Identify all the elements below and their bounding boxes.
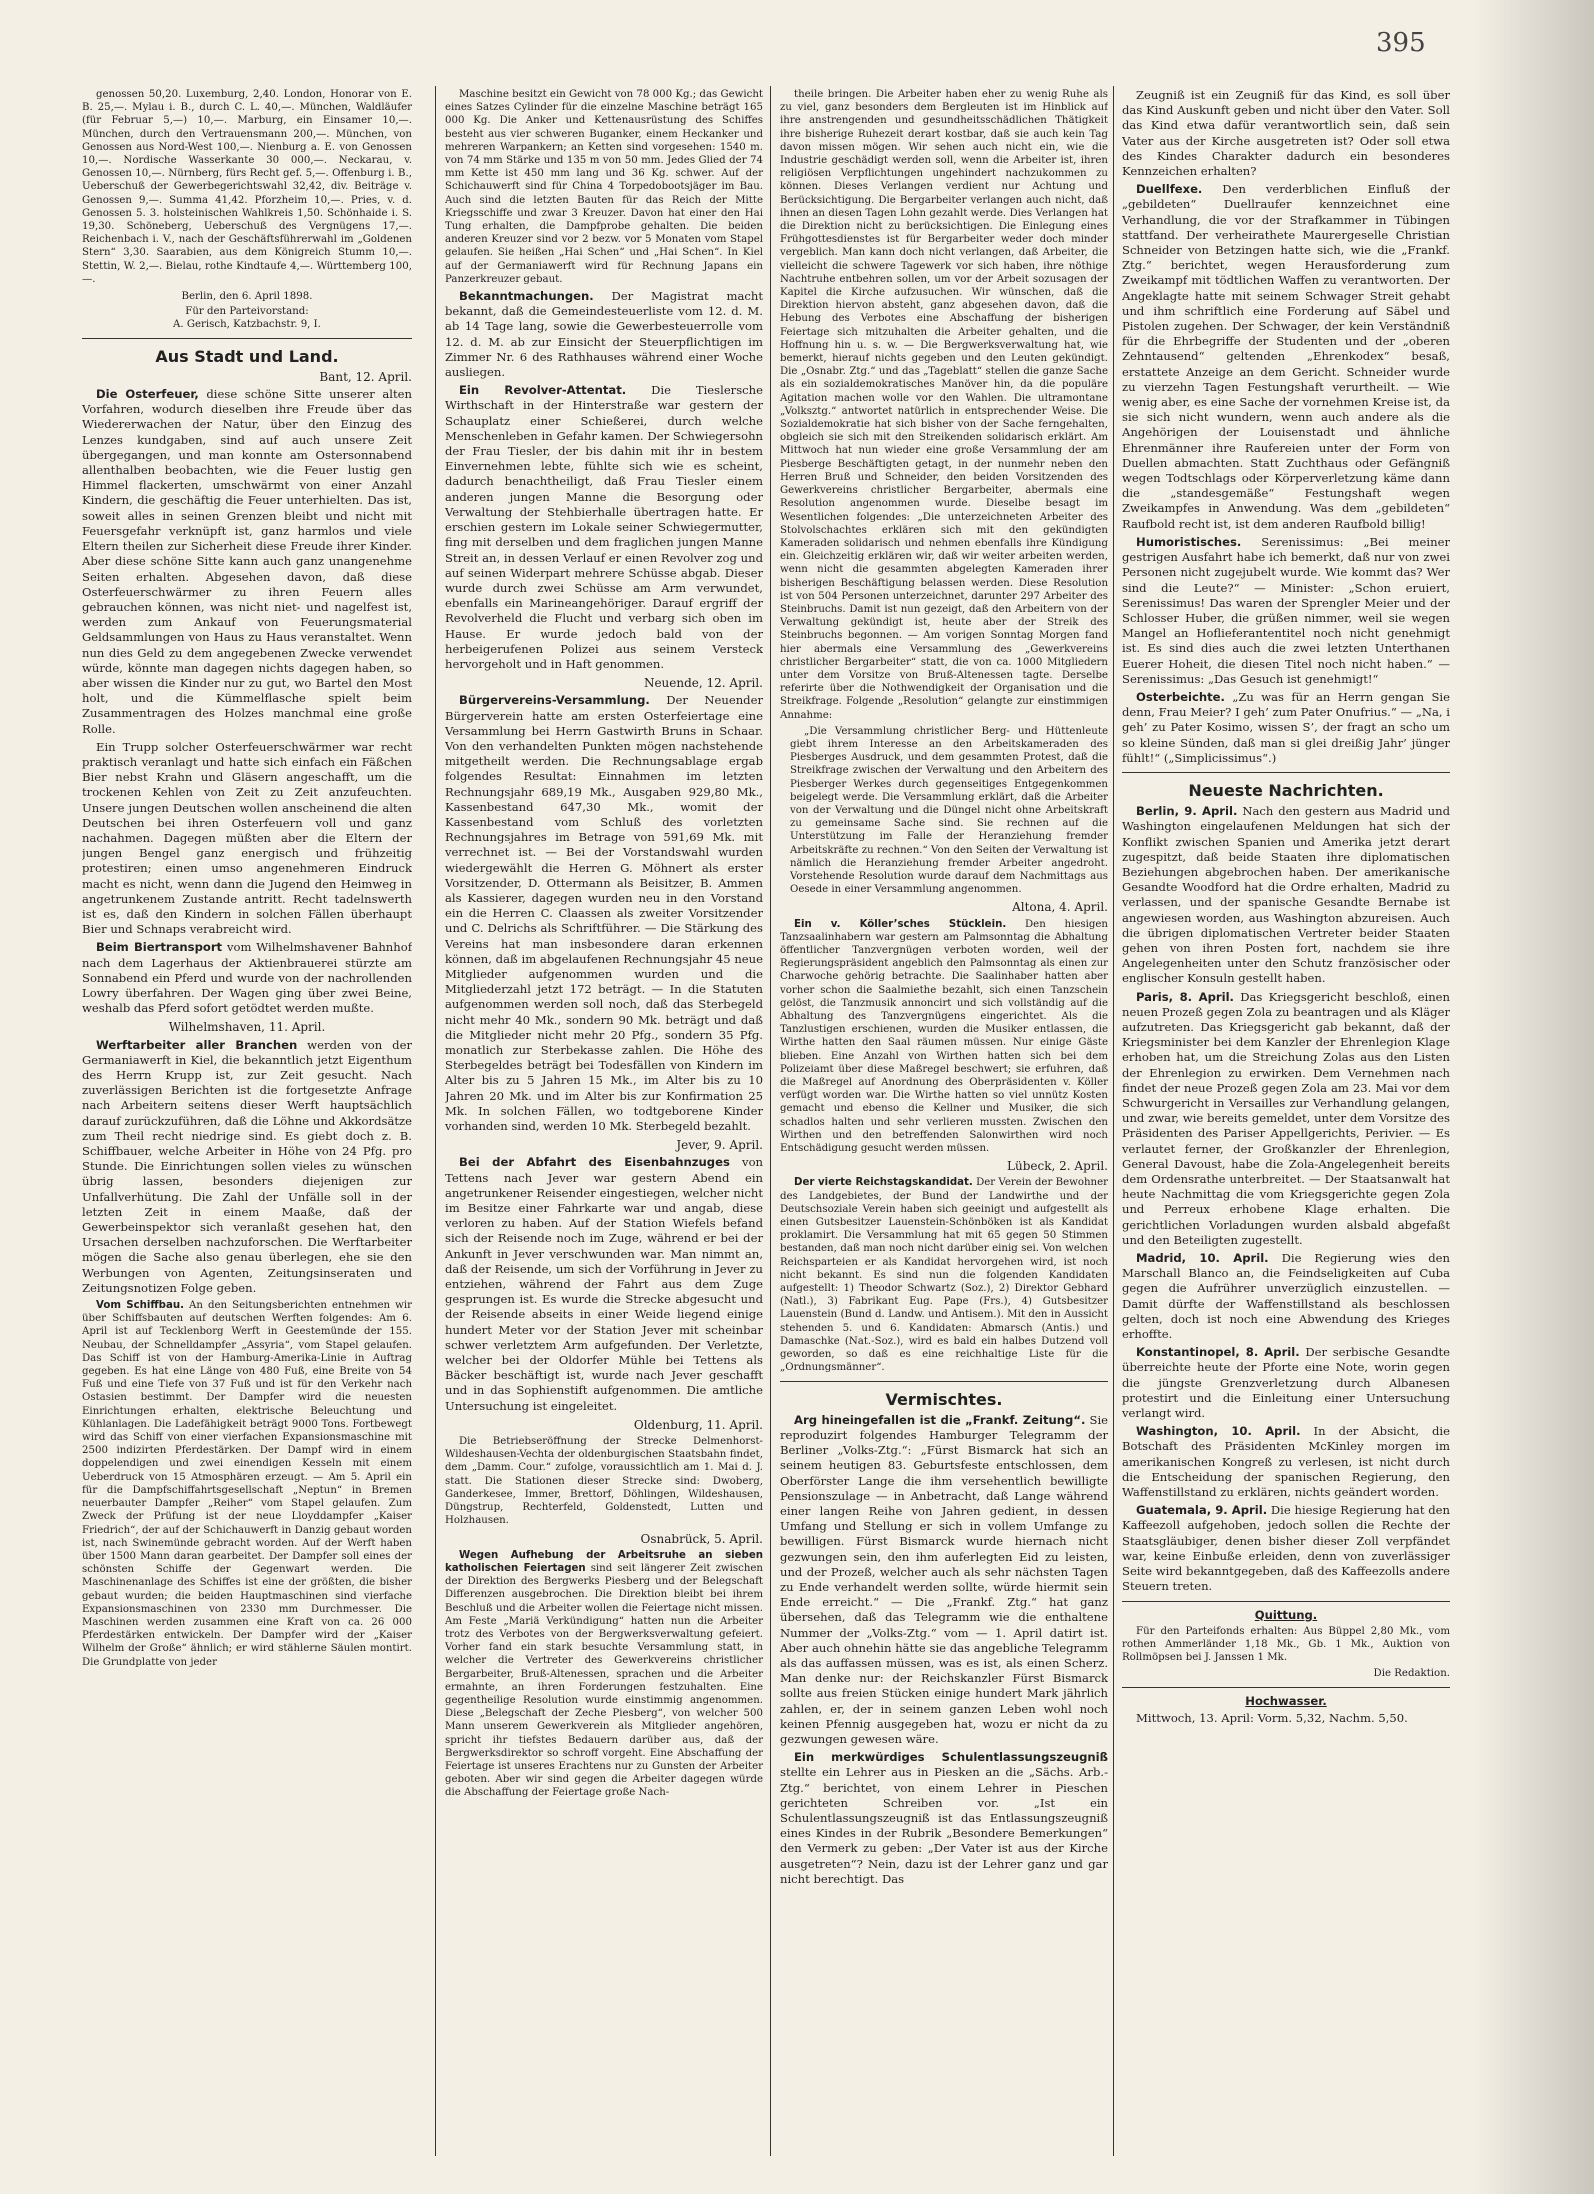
article-text: Die Tieslersche Wirthschaft in der Hinterstraße war gestern der Schauplatz einer Schießerei, durch welche Menschenleben in Gefahr kamen. Der Schwiegersohn der Frau Tiesler, der bis dahin mit ihr in bestem Einvernehmen lebte, fühlte sich wie es scheint, dadurch benachtheiligt, daß Frau Tiesler einem anderen jungen Manne die Besorgung oder Verwaltung der Stehbierhalle übertragen hatte. Er erschien gestern im Lokale seiner Schwiegermutter, fing mit derselben und dem fraglichen jungen Manne Streit an, in dessen Verlauf er einen Revolver zog und auf seinen Widerpart mehrere Schüsse abgab. Dieser wurde durch zwei Schüsse am Arm verwundet, ebenfalls ein Marineangehöriger. Darauf ergriff der Revolverheld die Flucht und verbarg sich oben im Hause. Er wurde jedoch bald von der herbeigerufenen Polizei aus seinem Versteck hervorgeholt und in Haft genommen. xyxy=(445,383,763,671)
article-paragraph xyxy=(780,1750,1108,1887)
receipt-signature: Die Redaktion. xyxy=(1373,1668,1450,1680)
section-title: Vermischtes. xyxy=(885,1389,1003,1409)
donation-list: genossen 50,20. Luxemburg, 2,40. London, Honorar von E. B. 25,—. Mylau i. B., durch C. L. 40,—. München, Waldläufer (für Februar 5,—) 10,—. Marburg, ein Einsamer 10,—. München, durch den Vertrauensmann 200,—. München, von Genossen aus Nord-West 100,—. Nienburg a. E. von Genossen 10,—. Nordische Wasserkante 30 000,—. Neckarau, v. Genossen 10,—. Nürnberg, fürs Recht gef. 5,—. Offenburg i. B., Ueberschuß der Gewerbegerichtswahl 32,42, div. Beiträge v. Genossen 9,—. Summa 41,42. Pforzheim 10,—. Pries, v. d. Genossen 5. 3. holsteinischen Wahlkreis 1,50. Schönhaide i. S. 19,30. Schöneberg, Ueberschuß des Vergnügens 17,—. Reichenbach i. V., nach der Geschäftsführerwahl im „Goldenen Stern“ 3,30. Saarabien, aus dem Königreich Stumm 10,—. Stettin, W. 2,—. Bielau, rothe Kindtaufe 4,—. Württemberg 100,—. xyxy=(82,89,412,285)
section-rule xyxy=(780,1381,1108,1382)
article-paragraph xyxy=(445,1155,763,1413)
article-text: Der Magistrat macht bekannt, daß die Gemeindesteuerliste vom 12. d. M. ab 14 Tage lang, sowie die Gewerbesteuerrolle vom 12. d. M. ab zur Einsicht der Steuerpflichtigen im Zimmer Nr. 6 des Rathhauses während einer Woche ausliegen. xyxy=(445,289,763,380)
article-paragraph xyxy=(1122,1345,1450,1421)
article-text: diese schöne Sitte unserer alten Vorfahren, wodurch dieselben ihre Freude über das Wiedererwachen der Natur, über den Einzug des Lenzes kundgaben, sind auf auch unsere Zeit übergegangen, und man konnte am Ostersonnabend allenthalben beobachten, wie die Feuer lustig gen Himmel flackerten, umschwärmt von einer Anzahl Kindern, die geschäftig die Feuer unterhielten. Das ist, soweit alles in seinen Grenzen bleibt und nicht mit Feuersgefahr verknüpft ist, ganz harmlos und viele Eltern theilen zur Sicherheit diese Freude ihrer Kinder. Aber diese schöne Sitte kann auch ganz unangenehme Seiten erhalten. Abgesehen davon, daß diese Osterfeuerschwärmer zu ihren Feuern alles gebrauchen können, was nicht niet- und nagelfest ist, werden zum Ankauf von Feuerungsmaterial Geldsammlungen von Haus zu Haus veranstaltet. Wenn nun dies Geld zu dem angegebenen Zwecke verwendet würde, könnte man dagegen nichts dagegen haben, so aber wissen die Kinder nur zu gut, wo Bartel den Most holt, und die Kümmelflasche spielt beim Zusammentragen des Holzes manchmal eine große Rolle. xyxy=(82,387,412,736)
column-divider xyxy=(435,86,436,2156)
article-paragraph: theile bringen. Die Arbeiter haben eher zu wenig Ruhe als zu viel, ganz besonders dem Bergleuten ist im Hinblick auf ihre anstrengenden und gesundheitsschädlichen Thätigkeit ihre bisherige Ruhezeit derart kostbar, daß sie auch kein Tag davon missen mögen. Wir sehen auch nicht ein, wie die Industrie geschädigt werden soll, wenn die Arbeiter ist, ihren religiösen Verpflichtungen ungehindert nachzukommen zu können. Dieses Verlangen verdient nur Achtung und Berücksichtigung. Die Bergarbeiter verlangen auch nicht, daß ihnen an diesen Tagen Lohn gezahlt werde. Dies Verlangen hat die Direktion nicht zu berücksichtigen. Die Einlegung eines Frühgottesdienstes ist für Bergarbeiter weder doch minder vergeblich. Man kann doch nicht verlangen, daß Arbeiter, die vielleicht die schwere Tagewerk vor sich haben, ihre nöthige Nachtruhe entbehren sollen, um vor der Arbeit sozusagen der Kapitel die Kirche aufzusuchen. Wir wünschen, daß die Direktion hiervon absteht, ganz abgesehen davon, daß die Hebung des Verbotes eine Abschaffung der bisherigen Feiertage sich mitzuhalten die Arbeiter gehalten, und die Hoffnung hin u. s. w. — Die Bergwerksverwaltung hat, wie bemerkt, hierauf nichts gegeben und den Leuten gekündigt. Die „Osnabr. Ztg.“ und das „Tageblatt“ stellen die ganze Sache als ein sozialdemokratisches Manöver hin, da die populäre Agitation machen wolle vor den Wahlen. Die ultramontane „Volksztg.“ antwortet natürlich in entsprechender Weise. Die Sozialdemokratie hat sich bisher von der Sache ferngehalten, obgleich sie sich mit den Streikenden solidarisch erklärt. Am Mittwoch hat nun wieder eine große Versammlung der am Piesberge Beschäftigten getagt, in der nunmehr neben den Herren Bruß und Schneider, den beiden Vorsitzenden des Gewerkvereins christlicher Bergarbeiter, abermals eine Resolution angenommen wurde. Dieselbe besagt im Wesentlichen folgendes: „Die unterzeichneten Arbeiter des Stolvolschachtes erklären sich mit den gekündigten Kameraden solidarisch und nehmen ebenfalls ihre Kündigung ein. Gleichzeitig erklären wir, daß wir weiter arbeiten werden, wenn nicht die gesammten abgelegten Kameraden ihrer bisherigen Beschäftigung belassen werden. Diese Resolution ist von 504 Personen unterzeichnet, darunter 297 Arbeiter des Steinbruchs. Damit ist nun gezeigt, daß den Arbeitern von der Verwaltung gekündigt ist, heute aber der Streik des Steinbruchs begonnen. — Am vorigen Sonntag Morgen fand hier abermals eine Versammlung des „Gewerkvereins christlicher Bergarbeiter“ statt, die von ca. 1000 Mitgliedern unter dem Vorsitze von Bruß-Altenessen tagte. Derselbe referirte über die Nothwendigkeit der Organisation und die Streikfrage. Folgende „Resolution“ gelangte zur einstimmigen Annahme: xyxy=(780,89,1108,721)
section-rule xyxy=(1122,1601,1450,1602)
dateline: Paris, 8. April. xyxy=(1136,989,1234,1004)
receipt-text: Für den Parteifonds erhalten: Aus Büppel 2,80 Mk., vom rothen Ammerländer 1,18 Mk., Gb. 1 Mk., Auktion von Rollmöpsen bei J. Janssen 1 Mk. xyxy=(1122,1625,1450,1664)
article-text: werden von der Germaniawerft in Kiel, die bekanntlich jetzt Eigenthum des Herrn Krupp ist, zur Zeit gesucht. Nach zuverlässigen Berichten ist die fortgesetzte Anfrage nach Arbeitern seitens dieser Werft hauptsächlich darauf zurückzuführen, daß die Löhne und Akkordsätze zum Theil recht niedrige sind. Es giebt doch z. B. Schiffbauer, welche Arbeiter in Höhe von 24 Pfg. pro Stunde. Die Einrichtungen sollen vieles zu wünschen übrig lassen, besonders diejenigen zur Unfallverhütung. Die Zahl der Unfälle soll in der letzten Zeit in einem Maaße, daß der Gewerbeinspektor sich veranlaßt gesehen hat, den Ursachen derselben nachzuforschen. Die Werftarbeiter mögen die Sache also genau überlegen, ehe sie den Werbungen von Agenten, Zeitungsinseraten und Zeitungsnotizen Folge geben. xyxy=(82,1037,412,1295)
article-paragraph xyxy=(1122,804,1450,986)
article-paragraph xyxy=(1122,1251,1450,1342)
place-date: Berlin, den 6. April 1898. xyxy=(181,291,313,303)
article-text: Der Neuender Bürgerverein hatte am ersten Osterfeiertage eine Versammlung bei Herrn Gastwirth Bruns in Schaar. Von den verhandelten Punkten mögen nachstehende mitgetheilt werden. Die Rechnungsablage ergab folgendes Resultat: Einnahmen im letzten Rechnungsjahr 689,19 Mk., Ausgaben 929,80 Mk., Kassenbestand 647,30 Mk., womit der Kassenbestand vom Schluß des vorletzten Rechnungsjahres im Betrage von 591,69 Mk. mit verrechnet ist. — Bei der Vorstandswahl wurden wiedergewählt die Herren G. Möhnert als erster Vorsitzender, D. Ottermann als Beisitzer, B. Ammen als Kassierer, dagegen wurden neu in den Vorstand ein die Herren C. Claassen als zweiter Vorsitzender und C. Delrichs als Schriftführer. — Die Stärkung des Vereins hat man insbesondere daran erkennen können, daß im abgelaufenen Rechnungsjahr 45 neue Mitglieder aufgenommen wurden und die Mitgliederzahl jetzt 172 beträgt. — In die Statuten aufgenommen werden soll noch, daß das Sterbegeld nicht mehr 40 Mk., sondern 90 Mk. beträgt und daß die Mitglieder nicht mehr 20 Pfg., sondern 35 Pfg. monatlich zur Sterbekasse zahlen. Die Höhe des Sterbegeldes beträgt bei Todesfällen von Kindern im Alter bis zu 5 Jahren 15 Mk., im Alter bis zu 10 Jahren 20 Mk. und im Alter bis zur Konfirmation 25 Mk. In solchen Fällen, wo todtgeborene Kinder vorhanden sind, werden 10 Mk. Sterbegeld bezahlt. xyxy=(445,693,763,1134)
article-text: Die hiesige Regierung hat den Kaffeezoll aufgehoben, jedoch sollen die Rechte der Staatsgläubiger, denen bisher dieser Zoll verpfändet war, keine Einbuße erleiden, denn von zuverlässiger Seite wird bekanntgegeben, daß des Kaffeezolls andere Steuern treten. xyxy=(1122,1503,1450,1594)
receipt-title: Quittung. xyxy=(1254,1607,1318,1622)
section-title: Aus Stadt und Land. xyxy=(155,346,339,366)
article-text: Der Verein der Bewohner des Landgebietes, der Bund der Landwirthe und der Deutschsoziale Verein haben sich geeinigt und aufgestellt als einen Gutsbesitzer Lauenstein-Schönböken ist als Kandidat proklamirt. Die Versammlung hat mit 65 gegen 50 Stimmen bestanden, daß man noch nicht darüber einig sei. Von welchen Reichsparteien er als Kandidat hervorgehen wird, ist noch nicht bekannt. Es sind nun die folgenden Kandidaten aufgestellt: 1) Theodor Schwartz (Soz.), 2) Direktor Gebhard (Natl.), 3) Fabrikant Eug. Pape (Frs.), 4) Gutsbesitzer Lauenstein (Bund d. Landw. und Antisem.). Mit den in Aussicht stehenden 5. und 6. Kandidaten: Abmarsch (Antis.) und Damaschke (Nat.-Soz.), wird es bald ein halbes Dutzend voll geworden, so daß es eine reichhaltige Liste für die „Ordnungsmänner“. xyxy=(780,1177,1108,1374)
article-lead: Die Osterfeuer, xyxy=(96,387,199,402)
dateline: Jever, 9. April. xyxy=(676,1138,763,1153)
article-paragraph: Zeugniß ist ein Zeugniß für das Kind, es soll über das Kind Auskunft geben und nicht über den Vater. Soll das Kind etwa dafür verantwortlich sein, daß sein Vater aus der Kirche ausgetreten ist? Oder soll etwa des Kindes Charakter dadurch ein besonderes Kennzeichen erhalten? xyxy=(1122,88,1450,179)
column-1 xyxy=(82,88,412,2158)
article-text: von Tettens nach Jever war gestern Abend ein angetrunkener Reisender eingestiegen, welcher nicht im Besitze einer Fahrkarte war und angab, diese verloren zu haben. Auf der Station Wiefels befand sich der Reisende noch im Zuge, während er bei der Ankunft in Jever verschwunden war. Man nimmt an, daß der Reisende, um sich der Vorführung in Jever zu entziehen, während der Fahrt aus dem Zuge gesprungen ist. Es wurde die Strecke abgesucht und der Reisende abseits in einer Weide liegend einige hundert Meter vor der Station Jever mit scheinbar schwer verletztem Arm aufgefunden. Der Verletzte, welcher bei der Oldorfer Mühle bei Tettens als Bäcker beschäftigt ist, wurde nach Jever geschafft und in das Sophienstift aufgenommen. Die amtliche Untersuchung ist eingeleitet. xyxy=(445,1155,763,1413)
section-rule xyxy=(1122,1687,1450,1688)
article-lead: Wegen Aufhebung der Arbeitsruhe an sieben katholischen Feiertagen xyxy=(445,1549,763,1574)
article-lead: Bei der Abfahrt des Eisenbahnzuges xyxy=(459,1155,730,1170)
article-paragraph xyxy=(82,1299,412,1669)
column-divider xyxy=(770,86,771,2156)
section-rule xyxy=(1122,772,1450,773)
article-text: Das Kriegsgericht beschloß, einen neuen Prozeß gegen Zola zu beantragen und als Kläger aufzutreten. Das Kriegsgericht gab bekannt, daß der Kriegsminister bei dem Kanzler der Ehrenlegion Klage erhoben hat, um die Streichung Zolas aus den Listen der Ehrenlegion zu erwirken. Dem Vernehmen nach findet der neue Prozeß gegen Zola am 23. Mai vor dem Schwurgericht in Versailles zur Verhandlung gelangen, und zwar, wie bereits gemeldet, unter dem Vorsitze des Präsidenten des Pariser Appellgerichts, Perivier. — Es verlautet ferner, der Großkanzler der Ehrenlegion, General Davoust, habe die Zola-Angelegenheit bereits dem Ordensrathe unterbreitet. — Der Staatsanwalt hat heute Nachmittag die vom Kriegsgerichte gegen Zola und Perreux erhobene Klage erhalten. Die gerichtlichen Vorladungen wurden alsbald abgefaßt und den Beteiligten zugestellt. xyxy=(1122,989,1450,1247)
article-lead: Arg hineingefallen ist die „Frankf. Zeitung“. xyxy=(794,1412,1086,1427)
article-paragraph xyxy=(780,1413,1108,1747)
dateline: Berlin, 9. April. xyxy=(1136,804,1238,819)
signatory-line: Für den Parteivorstand: xyxy=(185,306,309,318)
article-paragraph: Ein Trupp solcher Osterfeuerschwärmer war recht praktisch veranlagt und hatte sich einfach ein Fäßchen Bier nebst Krahn und Gläsern angeschafft, um die trockenen Kehlen von Zeit zu Zeit anzufeuchten. Unsere jungen Deutschen wollen anscheinend die alten Deutschen bei ihren Osterfeuern voll und ganz nachahmen. Dagegen müßten aber die Eltern der jungen Bengel ganz energisch und frühzeitig protestiren; einen umso angenehmeren Eindruck macht es nicht, wenn dann die Jugend den Heimweg in angetrunkenem Zustande antritt. Recht tadelnswerth ist es, daß den Kindern in solchen Fällen überhaupt Bier und Schnaps verabreicht wird. xyxy=(82,739,412,937)
dateline: Lübeck, 2. April. xyxy=(1007,1159,1108,1174)
article-paragraph xyxy=(780,918,1108,1156)
column-4 xyxy=(1122,88,1450,2158)
page-number: 395 xyxy=(1376,28,1426,58)
dateline: Washington, 10. April. xyxy=(1136,1424,1301,1439)
dateline: Oldenburg, 11. April. xyxy=(633,1417,763,1432)
dateline: Madrid, 10. April. xyxy=(1136,1251,1269,1266)
dateline: Altona, 4. April. xyxy=(1012,900,1108,915)
article-text: vom Wilhelmshavener Bahnhof nach dem Lagerhaus der Aktienbrauerei stürzte am Sonnabend ein Pferd und wurde von der nachrollenden Lowry überfahren. Der Wagen ging über zwei Beine, weshalb das Pferd sofort getödtet werden mußte. xyxy=(82,940,412,1016)
dateline: Guatemala, 9. April. xyxy=(1136,1503,1268,1518)
article-lead: Bekanntmachungen. xyxy=(459,289,594,304)
dateline: Wilhelmshaven, 11. April. xyxy=(168,1020,326,1035)
article-paragraph xyxy=(1122,535,1450,687)
column-divider xyxy=(1113,86,1114,2156)
article-paragraph xyxy=(780,1176,1108,1374)
dateline: Konstantinopel, 8. April. xyxy=(1136,1345,1300,1360)
flood-title: Hochwasser. xyxy=(1245,1693,1327,1708)
dateline: Osnabrück, 5. April. xyxy=(640,1531,763,1546)
article-lead: Ein v. Köller’sches Stücklein. xyxy=(794,918,1007,930)
article-paragraph: Maschine besitzt ein Gewicht von 78 000 Kg.; das Gewicht eines Satzes Cylinder für die einzelne Maschine beträgt 165 000 Kg. Die Anker und Kettenausrüstung des Schiffes besteht aus vier schweren Buganker, einem Heckanker und mehreren Warpankern; an Ketten sind vorgesehen: 1540 m. von 74 mm Stärke und 135 m von 50 mm. Jedes Glied der 74 mm Kette ist 450 mm lang und 36 Kg. schwer. Auf der Schichauwerft sind für China 4 Torpedobootsjäger im Bau. Auch sind die letzten Bauten für das Reich der Mitte Kriegsschiffe und zwar 3 Kreuzer. Davon hat einer den Hai Tung erhalten, die Dampfprobe gehalten. Die beiden anderen Kreuzer sind vor 2 bezw. vor 5 Monaten vom Stapel gelaufen. Sie heißen „Hai Schen“ und „Hai Schen“. In Kiel auf der Germaniawerft wird für Rechnung Japans ein Panzerkreuzer gebaut. xyxy=(445,89,763,285)
article-lead: Bürgervereins-Versammlung. xyxy=(459,693,650,708)
dateline: Bant, 12. April. xyxy=(319,369,412,384)
article-lead: Vom Schiffbau. xyxy=(96,1300,184,1312)
article-lead: Beim Biertransport xyxy=(96,940,223,955)
article-lead: Humoristisches. xyxy=(1136,534,1242,549)
section-title: Neueste Nachrichten. xyxy=(1188,780,1384,800)
article-paragraph xyxy=(1122,990,1450,1248)
column-2 xyxy=(445,88,763,2158)
article-text: Den verderblichen Einfluß der „gebildeten“ Duellraufer kennzeichnet eine Verhandlung, die vor der Strafkammer in Tübingen stattfand. Der verheirathete Maurergeselle Christian Schneider von Betzingen hatte sich, wie die „Frankf. Ztg.“ berichtet, wegen Herausforderung zum Zweikampf mit tödtlichen Waffen zu verantworten. Der Angeklagte hatte mit seinem Schwager Streit gehabt und ihm schriftlich eine Forderung auf Säbel und Pistolen zugehen. Der Schwager, der kein Verständniß für die Ehrbegriffe der Studenten und der „oberen Zehntausend“ geltenden „Ehrenkodex“ besaß, erstattete Anzeige an dem Gericht. Schneider wurde zu vierzehn Tagen Festungshaft verurtheilt. — Wie wenig aber, es eine Sache der vornehmen Kreise ist, da sie sich nicht wundern, wenn auch andere als die Angehörigen der Louisenstadt und ähnliche Ehrenmänner ihre Raufereien unter der Form von Duellen abmachten. Statt Zuchthaus oder Gefängniß wegen Todtschlags oder Körperverletzung käme dann die „standesgemäße“ Festungshaft wegen Zweikampfes in Anwendung. Was dem „gebildeten“ Raufbold recht ist, ist dem anderen Raufbold billig! xyxy=(1122,182,1450,531)
article-paragraph: Die Betriebseröffnung der Strecke Delmenhorst-Wildeshausen-Vechta der oldenburgischen Staatsbahn findet, dem „Damm. Cour.“ zufolge, voraussichtlich am 1. Mai d. J. statt. Die Stationen dieser Strecke sind: Dwoberg, Ganderkesee, Immer, Brettorf, Döhlingen, Wildeshausen, Düngstrup, Rechterfeld, Goldenstedt, Lutten und Holzhausen. xyxy=(445,1436,763,1527)
article-text: Serenissimus: „Bei meiner gestrigen Ausfahrt habe ich bemerkt, daß nur von zwei Personen nicht zugejubelt wurde. Wie kommt das? Wer sind die Leute?“ — Minister: „Schon eruiert, Serenissimus! Das waren der Sprengler Meier und der Schlosser Huber, die grüßen nimmer, weil sie wegen Mangel an Hoflieferantentitel noch nicht genehmigt ist. Es sind dies auch die zwei letzten Unterthanen Euerer Hoheit, die diesen Titel noch nicht haben.“ — Serenissimus: „Das Gesuch ist genehmigt!“ xyxy=(1122,534,1450,686)
article-paragraph xyxy=(445,383,763,672)
article-text: sind seit längerer Zeit zwischen der Direktion des Bergwerks Piesberg und der Belegschaft Differenzen ausgebrochen. Die Direktion bleibt bei ihrem Beschluß und die Arbeiter wollen die Feiertage nicht missen. Am Feste „Mariä Verkündigung“ hatten nun die Arbeiter trotz des Verbotes von der Bergwerksverwaltung gefeiert. Vorher fand ein stark besuchte Versammlung statt, in welcher die Vertreter des Gewerkvereins christlicher Bergarbeiter, Bruß-Altenessen, sprachen und die Arbeiter ermahnte, an ihren Forderungen festzuhalten. Eine gegentheilige Resolution wurde einstimmig angenommen. Diese „Belegschaft der Zeche Piesberg“, von welcher 500 Mann unserem Gewerkverein als Mitglieder angehören, spricht ihr tiefstes Bedauern darüber aus, daß der Bergwerksdirektor so schroff vorgeht. Eine Abschaffung der Feiertage ist unseres Erachtens nur zu Gunsten der Arbeiter geboten. Aber wir sind gegen die Arbeiter dagegen würde die Abschaffung der Feiertage große Nach- xyxy=(445,1562,763,1799)
signatory-name: A. Gerisch, Katzbachstr. 9, I. xyxy=(173,319,321,331)
article-text: Die Regierung wies den Marschall Blanco an, die Feindseligkeiten auf Cuba gegen die Aufrührer unverzüglich einzustellen. — Damit dürfte der Waffenstillstand als beschlossen gelten, doch ist noch eine Abwendung des Krieges erhoffte. xyxy=(1122,1251,1450,1342)
article-paragraph xyxy=(1122,1424,1450,1500)
article-lead: Werftarbeiter aller Branchen xyxy=(96,1037,298,1052)
flood-times: Mittwoch, 13. April: Vorm. 5,32, Nachm. 5,50. xyxy=(1136,1710,1408,1725)
article-text: „Zu was für an Herrn gengan Sie denn, Frau Meier? I geh’ zum Pater Onufrius.“ — „Na, i geh’ zu Pater Kosimo, wissen S’, der fragt an scho um so kleine Sünden, daß man si glei dreißig Jahr’ jünger fühlt!“ („Simplicissimus“.) xyxy=(1122,689,1450,765)
article-paragraph xyxy=(82,940,412,1016)
section-rule xyxy=(82,338,412,339)
article-lead: Ein merkwürdiges Schulentlassungszeugniß xyxy=(794,1750,1108,1765)
article-paragraph xyxy=(445,289,763,380)
article-text: Nach den gestern aus Madrid und Washington eingelaufenen Meldungen hat sich der Konflikt zwischen Spanien und Amerika jetzt derart zugespitzt, daß beide Staaten ihre diplomatischen Beziehungen abgebrochen haben. Der amerikanische Gesandte Woodford hat die Ordre erhalten, Madrid zu verlassen, und der spanische Gesandte Bernabe ist angewiesen worden, aus Washington abzureisen. Auch die übrigen diplomatischen Vertreter beider Staaten gehen von ihren Posten fort, nachdem sie ihre Angelegenheiten unter den Schutz französischer oder englischer Konsuln gestellt haben. xyxy=(1122,804,1450,986)
article-lead: Der vierte Reichstagskandidat. xyxy=(794,1177,973,1189)
article-paragraph xyxy=(1122,690,1450,766)
article-lead: Ein Revolver-Attentat. xyxy=(459,383,627,398)
article-text: Den hiesigen Tanzsaalinhabern war gestern am Palmsonntag die Abhaltung öffentlicher Tanzvergnügen verboten worden, weil der Regierungspräsident angeblich den Palmsonntag als einen zur Charwoche gehörig betrachte. Die Saalinhaber hatten aber vorher schon die Saalmiethe bezahlt, sich einen Tanzschein gelöst, die Tanzmusik annoncirt und sich vollständig auf die Abhaltung des Tanzvergnügens eingerichtet. Als die Tanzlustigen erschienen, wurden die Musiker entlassen, die Wirthe hatten den Saal räumen müssen. Nur einige Gäste blieben. Eine Anzahl von Wirthen hatten sich bei dem Polizeiamt über diese Maßregel beschwert; sie erfuhren, daß die Maßregel auf Anordnung des Oberpräsidenten v. Köller verfügt worden war. Die Wirthe hatten so viel unnütz Kosten gemacht und ebenso die Kellner und Musiker, die sich schadlos halten und sehr verlieren mussten. Zwischen den Wirthen und den betreffenden Salonwirthen wird noch Entschädigung gesucht werden müssen. xyxy=(780,918,1108,1155)
quoted-resolution: „Die Versammlung christlicher Berg- und Hüttenleute giebt ihrem Interesse an den Arbeitskameraden des Piesberges Ausdruck, und dem gesammten Protest, daß die Streikfrage zwischen der Verwaltung und den Arbeitern des Piesberger Werkes durch gegenseitiges Entgegenkommen beigelegt werde. Die Versammlung erklärt, daß die Arbeiter von der Verwaltung und die Düngel nicht ohne Arbeitskraft zu gemeinsame Sache sind. Sie rechnen auf die Unterstützung im Falle der Heranziehung fremder Arbeitskräfte zu rechnen.“ Von den Seiten der Verwaltung ist nämlich die Heranziehung fremder Arbeiter angedroht. Vorstehende Resolution wurde darauf dem Nachmittags aus Oesede in einer Versammlung angenommen. xyxy=(790,725,1108,896)
column-3 xyxy=(780,88,1108,2158)
article-text: Der serbische Gesandte überreichte heute der Pforte eine Note, worin gegen die jüngste Grenzverletzung durch Albanesen protestirt und die Einleitung einer Untersuchung verlangt wird. xyxy=(1122,1345,1450,1421)
article-paragraph xyxy=(82,387,412,737)
article-text: An den Seitungsberichten entnehmen wir über Schiffsbauten auf deutschen Werften folgendes: Am 6. April ist auf Tecklenborg Werft in Geestemünde der 155. Neubau, der Schnelldampfer „Assyria“, vom Stapel gelaufen. Das Schiff ist von der Hamburg-Amerika-Linie in Auftrag gegeben. Es hat eine Länge von 480 Fuß, eine Breite von 54 Fuß und eine Tiefe von 37 Fuß und ist für den Verkehr nach Ostasien bestimmt. Der Dampfer wird die neuesten Einrichtungen erhalten, elektrische Beleuchtung und Kühlanlagen. Die Ladefähigkeit beträgt 9000 Tons. Fortbewegt wird das Schiff von einer vierfachen Expansionsmaschine mit 2500 indizirten Pferdestärken. Der Dampf wird in einem doppelendigen und zwei einendigen Kesseln mit einem Ueberdruck von 15 Atmosphären erzeugt. — Am 5. April ein für die Dampfschiffahrtsgesellschaft „Neptun“ in Bremen neuerbauter Dampfer „Reiher“ vom Stapel gelaufen. Zum Zweck der Prüfung ist der neue Lloyddampfer „Kaiser Friedrich“, der auf der Schichauwerft in Danzig gebaut worden ist, nach Swinemünde gebracht worden. Auf der Werft haben über 1500 Mann daran gearbeitet. Der Dampfer soll eines der schönsten Schiffe der Gegenwart werden. Die Maschinenanlage des Schiffes ist eine der größten, die bisher gebaut wurden; die beiden Hauptmaschinen sind vierfache Expansionsmaschinen von 2330 mm Durchmesser. Die Maschinen werden zusammen eine Kraft von ca. 26 000 Pferdestärken entwickeln. Der Dampfer wird der „Kaiser Wilhelm der Große“ ähnlich; er wird stählerne Säulen montirt. Die Grundplatte von jeder xyxy=(82,1300,412,1668)
article-paragraph xyxy=(82,1038,412,1296)
article-lead: Duellfexe. xyxy=(1136,182,1203,197)
article-text: In der Absicht, die Botschaft des Präsidenten McKinley morgen im amerikanischen Kongreß zu verlesen, ist nicht durch die Entscheidung der spanischen Regierung, den Waffenstillstand zu erklären, nichts geändert worden. xyxy=(1122,1424,1450,1500)
page-edge-shadow xyxy=(1474,0,1594,2194)
article-paragraph xyxy=(1122,1503,1450,1594)
article-lead: Osterbeichte. xyxy=(1136,689,1225,704)
article-text: Sie reproduzirt folgendes Hamburger Telegramm der Berliner „Volks-Ztg.“: „Fürst Bismarck hat sich an seinem heutigen 83. Geburtsfeste entschlossen, dem Oberförster Lange die ihm versehentlich bewilligte Pensionszulage — in Anbetracht, daß Lange während einer langen Reihe von Jahren gedient, in dessen Umfang und Stellung er sich in vollem Umfange zu bewilligen. Fürst Bismarck wurde hiernach nicht gezwungen sein, den ihm auferlegten Eid zu leisten, und der Prozeß, welcher auch als sehr nächsten Tagen zu Ende verhandelt werden sollte, würde hiermit sein Ende erreicht.“ — Die „Frankf. Ztg.“ hat ganz übersehen, daß das Telegramm wie die enthaltene Nummer der „Volks-Ztg.“ vom — 1. April datirt ist. Aber auch ohnehin hätte sie das angebliche Telegramm als das auffassen müssen, was es ist, als einen Scherz. Man denke nur: der Reichskanzler Fürst Bismarck sollte aus freien Stücken einige hundert Mark jährlich zahlen, er, der in seinem ganzen Leben wohl noch keinen Pfennig ausgegeben hat, wozu er nicht da zu gezwungen gewesen wäre. xyxy=(780,1412,1108,1746)
dateline: Neuende, 12. April. xyxy=(643,676,763,691)
article-paragraph xyxy=(1122,182,1450,532)
article-paragraph xyxy=(445,693,763,1134)
article-text: stellte ein Lehrer aus in Piesken an die „Sächs. Arb.-Ztg.“ berichtet, von einem Lehrer in Pieschen gerichteten Schreiben vor. „Ist ein Schulentlassungszeugniß ist das Entlassungszeugniß eines Kindes in der Rubrik „Besondere Bemerkungen“ den Vermerk zu geben: „Der Vater ist aus der Kirche ausgetreten“? Nein, dazu ist der Lehrer ganz und gar nicht berechtigt. Das xyxy=(780,1765,1108,1886)
article-paragraph xyxy=(445,1549,763,1800)
